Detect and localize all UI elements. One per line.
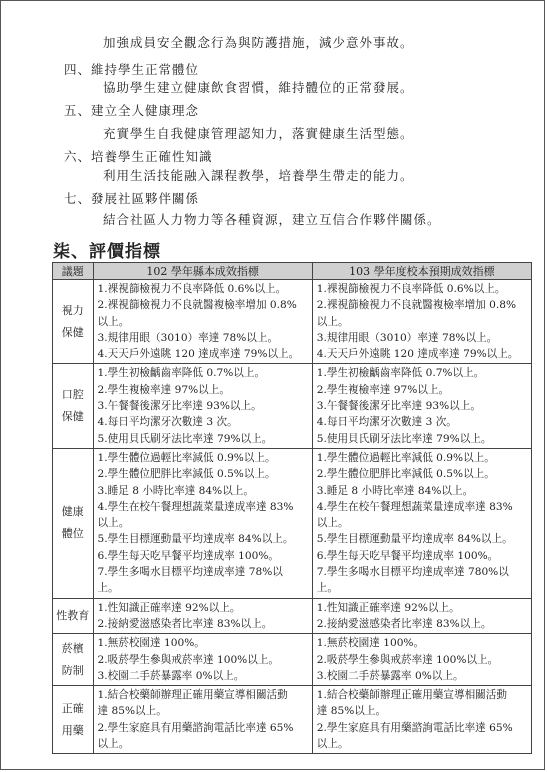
school-indicator-cell [312,280,531,364]
indicator-line: 3.睡足 8 小時比率達 84%以上。 [97,484,254,497]
header-county-indicators: 102 學年縣本成效指標 [93,263,312,280]
indicator-line: 5.使用貝氏刷牙法比率達 79%以上。 [97,432,273,445]
indicator-line: 2.接納愛滋感染者比率達 83%以上。 [316,617,492,630]
indicator-line: 上。 [97,582,119,595]
topic-label: 視力 [61,303,84,317]
indicator-line: 2.學生家庭具有用藥諮詢電話比率達 65% [316,721,513,734]
topic-label: 用藥 [61,723,84,737]
indicator-line: 4.學生在校午餐理想蔬菜量達成率達 83% [97,500,294,513]
indicator-line: 達 85%以上。 [97,705,167,718]
topic-label: 保健 [61,410,84,424]
header-school-indicators: 103 學年度校本預期成效指標 [312,263,531,280]
indicator-line: 2.學生複檢率達 97%以上。 [97,383,230,396]
indicator-line: 2.吸菸學生參與戒菸率達 100%以上。 [316,653,499,666]
intro-line: 協助學生建立健康飲食習慣，維持體位的正常發展。 [103,80,414,95]
county-indicator-cell [93,448,312,598]
indicator-line: 1.裸視篩檢視力不良率降低 0.6%以上。 [316,283,506,295]
table-row [53,634,532,686]
indicator-line: 2.學生複檢率達 97%以上。 [316,383,450,396]
topic-cell [53,634,94,686]
topic-label: 性教育 [56,608,90,622]
table-header-row [53,263,532,280]
indicator-line: 5.使用貝氏刷牙法比率達 79%以上。 [316,432,492,445]
header-topic: 議題 [53,263,94,280]
item-heading: 七、發展社區夥伴關係 [64,191,200,206]
topic-cell [53,686,94,754]
county-indicator-cell [93,280,312,364]
indicator-line: 3.規律用眼（3010）率達 78%以上。 [97,331,279,344]
indicator-line: 達 85%以上。 [316,705,387,718]
county-indicator-cell [93,364,312,448]
indicator-line: 2.學生體位肥胖比率減低 0.5%以上。 [316,468,495,481]
topic-cell [53,448,94,598]
indicator-line: 3.校園二手菸暴露率 0%以上。 [316,669,464,682]
topic-cell [53,364,94,448]
item-heading: 四、維持學生正常體位 [64,62,200,77]
indicator-line: 以上。 [97,517,130,530]
evaluation-table [52,262,532,754]
topic-label: 健康 [61,505,84,519]
indicator-line: 6.學生每天吃早餐平均達成率 100%。 [316,549,499,562]
indicator-line: 1.性知識正確率達 92%以上。 [316,601,460,614]
table-row [53,686,532,754]
table-row [53,448,532,598]
indicator-line: 2.裸視篩檢視力不良就醫複檢率增加 0.8% [97,299,297,312]
indicator-line: 2.裸視篩檢視力不良就醫複檢率增加 0.8% [316,299,517,312]
indicator-line: 1.裸視篩檢視力不良率降低 0.6%以上。 [97,283,287,295]
school-indicator-cell [312,634,531,686]
indicator-line: 2.學生體位肥胖比率減低 0.5%以上。 [97,468,276,481]
topic-label: 菸檳 [61,641,84,655]
county-indicator-cell [93,598,312,634]
section-title: 柒、評價指標 [53,242,161,262]
county-indicator-cell [93,686,312,754]
intro-line: 結合社區人力物力等各種資源，建立互信合作夥伴關係。 [103,212,441,227]
topic-label: 口腔 [61,388,84,402]
school-indicator-cell [312,448,531,598]
indicator-line: 4.天天戶外遠眺 120 達成率達 79%以上。 [97,348,300,361]
school-indicator-cell [312,598,531,634]
indicator-line: 4.每日平均潔牙次數達 3 次。 [316,416,457,429]
indicator-line: 3.睡足 8 小時比率達 84%以上。 [316,484,474,497]
indicator-line: 3.校園二手菸暴露率 0%以上。 [97,669,245,682]
indicator-line: 1.結合校藥師辦理正確用藥宣導相關活動 [97,689,288,702]
indicator-line: 1.無菸校園達 100%。 [97,637,205,650]
indicator-line: 3.規律用眼（3010）率達 78%以上。 [316,331,498,344]
indicator-line: 1.結合校藥師辦理正確用藥宣導相關活動 [316,689,507,702]
topic-label: 正確 [61,701,84,715]
topic-label: 防制 [61,663,84,677]
indicator-line: 3.午餐餐後潔牙比率達 93%以上。 [97,400,262,413]
topic-cell [53,598,94,634]
indicator-line: 以上。 [97,738,130,751]
indicator-line: 1.學生體位過輕比率減低 0.9%以上。 [97,451,276,464]
indicator-line: 7.學生多喝水目標平均達成率達 78%以 [97,566,283,579]
indicator-line: 5.學生目標運動量平均達成率 84%以上。 [97,533,294,546]
indicator-line: 2.吸菸學生參與戒菸率達 100%以上。 [97,653,280,666]
intro-line: 加強成員安全觀念行為與防護措施，減少意外事故。 [103,35,414,50]
indicator-line: 上。 [316,582,338,595]
school-indicator-cell [312,364,531,448]
indicator-line: 以上。 [316,738,349,751]
topic-cell [53,280,94,364]
item-heading: 五、建立全人健康理念 [64,103,200,118]
indicator-line: 1.性知識正確率達 92%以上。 [97,601,241,614]
indicator-line: 6.學生每天吃早餐平均達成率 100%。 [97,549,280,562]
indicator-line: 1.學生體位過輕比率減低 0.9%以上。 [316,451,495,464]
indicator-line: 7.學生多喝水目標平均達成率達 780%以 [316,566,509,579]
indicator-line: 1.無菸校園達 100%。 [316,637,425,650]
indicator-line: 4.天天戶外遠眺 120 達成率達 79%以上。 [316,348,519,361]
indicator-line: 2.接納愛滋感染者比率達 83%以上。 [97,617,273,630]
indicator-line: 5.學生目標運動量平均達成率 84%以上。 [316,533,513,546]
table-row [53,280,532,364]
county-indicator-cell [93,634,312,686]
intro-line: 充實學生自我健康管理認知力，落實健康生活型態。 [103,126,414,141]
indicator-line: 以上。 [97,315,130,328]
table-row [53,364,532,448]
indicator-line: 4.學生在校午餐理想蔬菜量達成率達 83% [316,500,513,513]
indicator-line: 1.學生初檢齲齒率降低 0.7%以上。 [97,367,266,380]
topic-label: 保健 [61,325,84,339]
indicator-line: 3.午餐餐後潔牙比率達 93%以上。 [316,400,481,413]
table-row [53,598,532,634]
topic-label: 體位 [61,527,84,541]
school-indicator-cell [312,686,531,754]
intro-line: 利用生活技能融入課程教學，培養學生帶走的能力。 [103,168,414,183]
indicator-line: 以上。 [316,315,349,328]
indicator-line: 2.學生家庭具有用藥諮詢電話比率達 65% [97,721,294,734]
indicator-line: 4.每日平均潔牙次數達 3 次。 [97,416,238,429]
indicator-line: 以上。 [316,517,349,530]
indicator-line: 1.學生初檢齲齒率降低 0.7%以上。 [316,367,485,380]
item-heading: 六、培養學生正確性知識 [64,149,213,164]
